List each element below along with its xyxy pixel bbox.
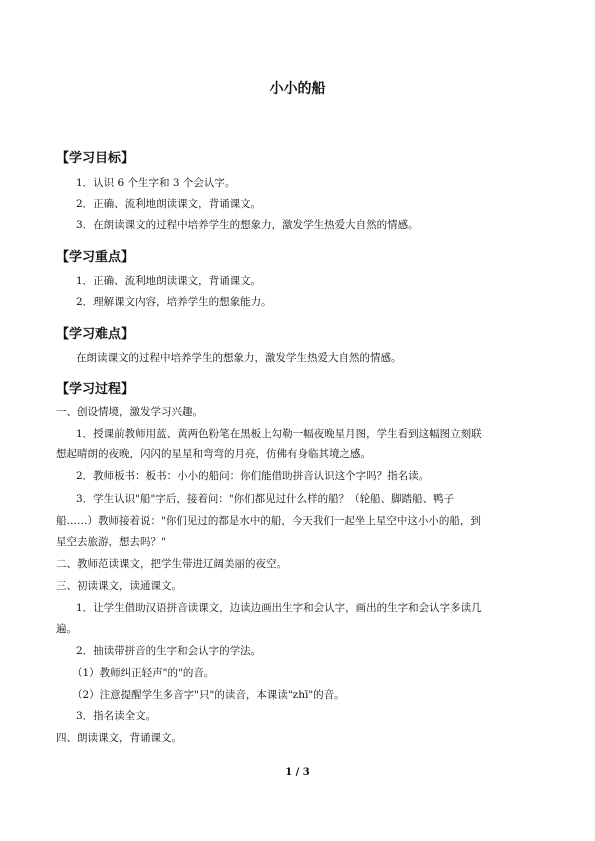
key-point-item-2: 2．理解课文内容，培养学生的想象能力。: [76, 296, 272, 308]
process-line: 三、初读课文，读通课文。: [56, 580, 182, 592]
process-line: 船……）教师接着说："你们见过的都是水中的船，今天我们一起坐上星空中这小小的船，到: [56, 515, 481, 527]
document-title: 小小的船: [269, 81, 326, 97]
difficulty-text: 在朗读课文的过程中培养学生的想象力，激发学生热爱大自然的情感。: [76, 352, 402, 364]
process-line: 1．让学生借助汉语拼音读课文，边读边画出生字和会认字，画出的生字和会认字多读几: [76, 602, 482, 614]
heading-process: 【学习过程】: [56, 382, 135, 397]
goal-item-1: 1．认识 6 个生字和 3 个会认字。: [76, 177, 236, 189]
goal-item-2: 2．正确、流利地朗读课文，背诵课文。: [76, 198, 262, 210]
process-line: （1）教师纠正轻声"的"的音。: [72, 667, 215, 679]
process-line: 3．学生认识"船"字后，接着问："你们都见过什么样的船？（轮船、脚踏船、鸭子: [76, 493, 455, 505]
process-line: 一、创设情境，激发学习兴趣。: [56, 406, 203, 418]
heading-key-points: 【学习重点】: [56, 250, 135, 265]
process-line: 2．教师板书：板书：小小的船问：你们能借助拼音认识这个字吗？指名读。: [76, 470, 430, 482]
process-line: 星空去旅游，想去吗？": [56, 536, 166, 548]
key-point-item-1: 1．正确、流利地朗读课文，背诵课文。: [76, 275, 262, 287]
heading-difficulties: 【学习难点】: [56, 327, 135, 342]
process-line: 遍。: [56, 623, 77, 635]
process-line: 3．指名读全文。: [76, 710, 157, 722]
goal-item-3: 3．在朗读课文的过程中培养学生的想象力，激发学生热爱大自然的情感。: [76, 219, 419, 231]
process-line: 二、教师范读课文，把学生带进辽阔美丽的夜空。: [56, 558, 287, 570]
heading-goals: 【学习目标】: [56, 151, 135, 166]
page-number: 1 / 3: [285, 767, 310, 778]
process-line: 2．抽读带拼音的生字和会认字的学法。: [76, 645, 262, 657]
process-line: （2）注意提醒学生多音字"只"的读音，本课读"zhī"的音。: [72, 689, 345, 701]
process-line: 想起晴朗的夜晚，闪闪的星星和弯弯的月亮，仿佛有身临其境之感。: [56, 448, 371, 460]
process-line: 1．授课前教师用蓝、黄两色粉笔在黑板上勾勒一幅夜晚星月图，学生看到这幅图立刻联: [76, 428, 482, 440]
process-line: 四、朗读课文，背诵课文。: [56, 732, 182, 744]
